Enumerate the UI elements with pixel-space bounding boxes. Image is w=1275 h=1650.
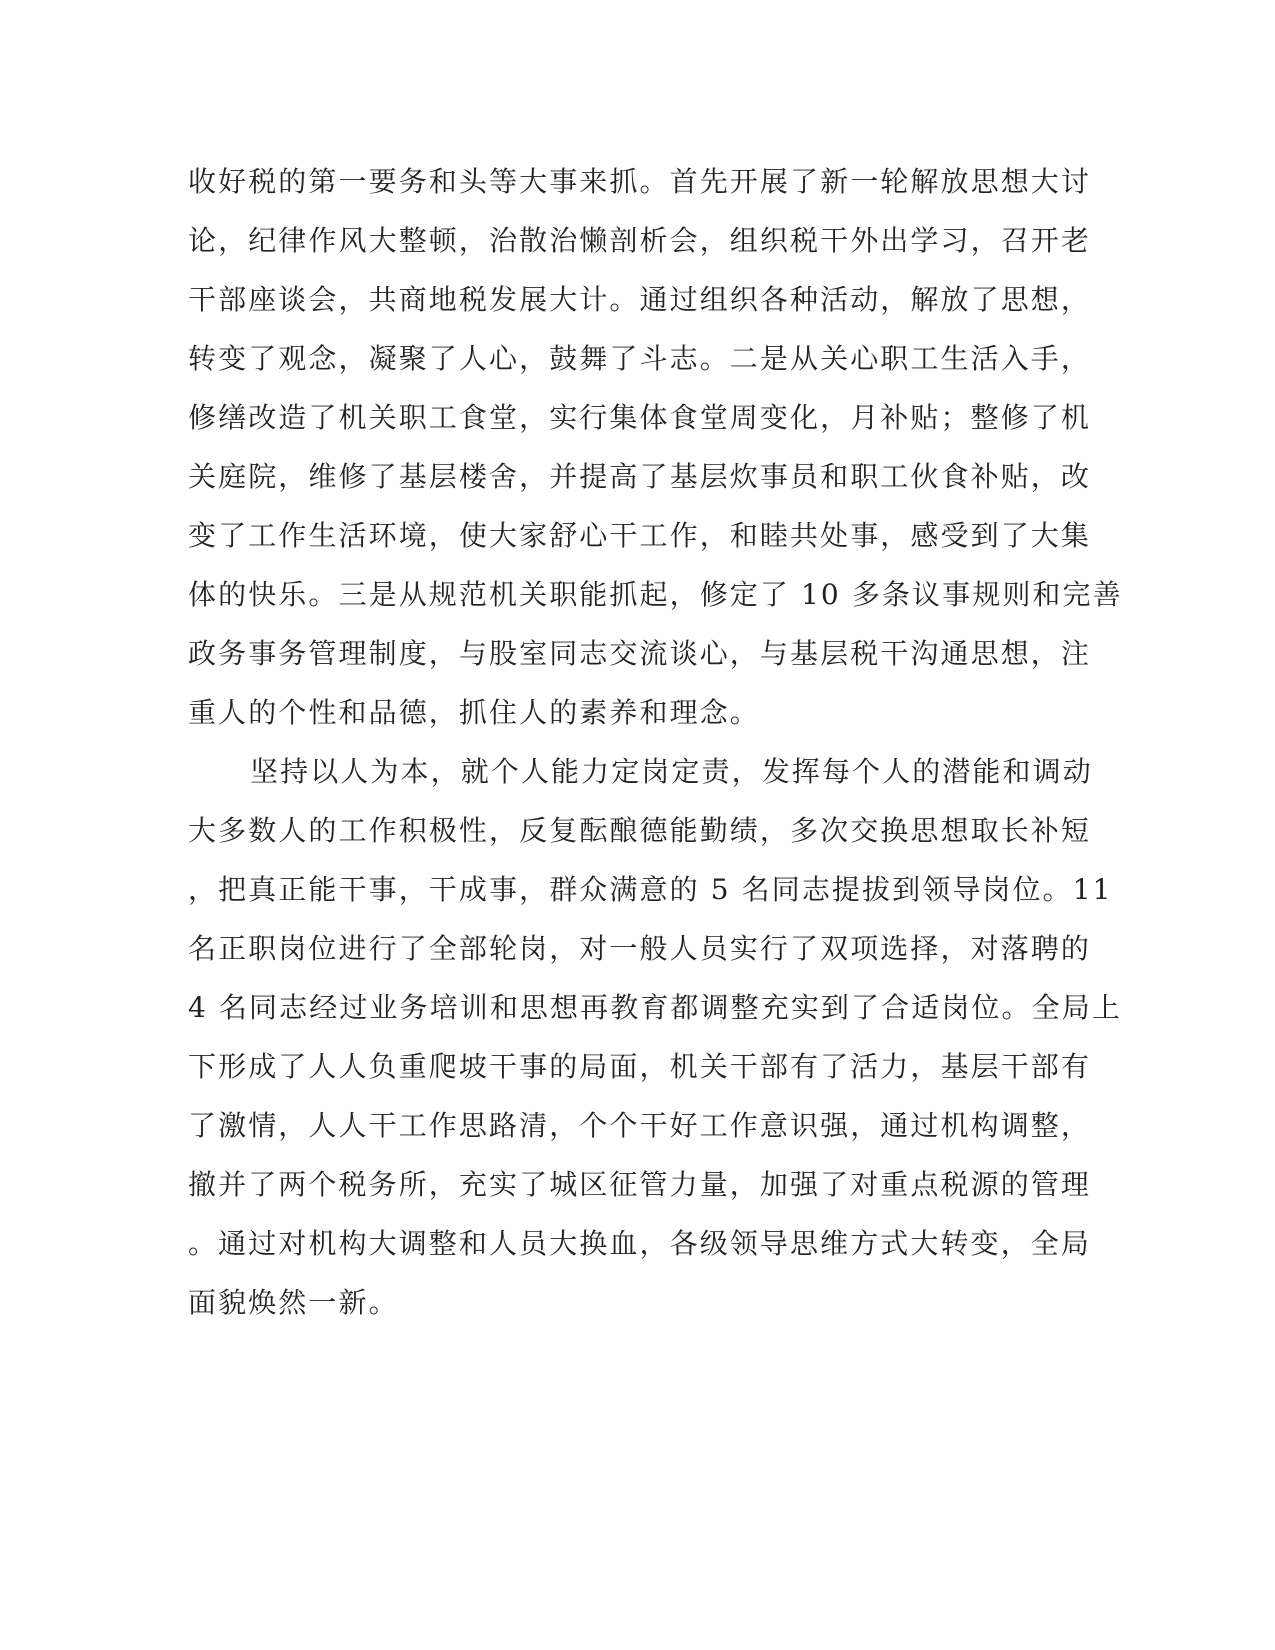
paragraph-1-line-10: 重人的个性和品德，抓住人的素养和理念。	[188, 696, 760, 729]
paragraph-1-line-5: 修缮改造了机关职工食堂，实行集体食堂周变化，月补贴；整修了机	[188, 401, 1092, 434]
paragraph-2-line-5: 4 名同志经过业务培训和思想再教育都调整充实到了合适岗位。全局上	[188, 991, 1122, 1024]
paragraph-1-line-9: 政务事务管理制度，与股室同志交流谈心，与基层税干沟通思想，注	[188, 637, 1092, 670]
paragraph-2-line-9: 。通过对机构大调整和人员大换血，各级领导思维方式大转变，全局	[188, 1227, 1092, 1260]
paragraph-1-line-4: 转变了观念，凝聚了人心，鼓舞了斗志。二是从关心职工生活入手，	[188, 342, 1092, 375]
paragraph-2-line-7: 了激情，人人干工作思路清，个个干好工作意识强，通过机构调整，	[188, 1109, 1092, 1142]
paragraph-2-line-3: ，把真正能干事，干成事，群众满意的 5 名同志提拔到领导岗位。11	[188, 873, 1113, 906]
paragraph-2-line-8: 撤并了两个税务所，充实了城区征管力量，加强了对重点税源的管理	[188, 1168, 1092, 1201]
paragraph-2-line-4: 名正职岗位进行了全部轮岗，对一般人员实行了双项选择，对落聘的	[188, 932, 1092, 965]
paragraph-2-line-1: 坚持以人为本，就个人能力定岗定责，发挥每个人的潜能和调动	[250, 755, 1093, 788]
paragraph-2-line-6: 下形成了人人负重爬坡干事的局面，机关干部有了活力，基层干部有	[188, 1050, 1092, 1083]
paragraph-2-line-2: 大多数人的工作积极性，反复酝酿德能勤绩，多次交换思想取长补短	[188, 814, 1092, 847]
paragraph-1-line-1: 收好税的第一要务和头等大事来抓。首先开展了新一轮解放思想大讨	[188, 165, 1092, 198]
paragraph-1-line-3: 干部座谈会，共商地税发展大计。通过组织各种活动，解放了思想，	[188, 283, 1092, 316]
paragraph-1-line-2: 论，纪律作风大整顿，治散治懒剖析会，组织税干外出学习，召开老	[188, 224, 1092, 257]
paragraph-1-line-6: 关庭院，维修了基层楼舍，并提高了基层炊事员和职工伙食补贴，改	[188, 460, 1092, 493]
paragraph-1-line-7: 变了工作生活环境，使大家舒心干工作，和睦共处事，感受到了大集	[188, 519, 1092, 552]
paragraph-2-line-10: 面貌焕然一新。	[188, 1286, 399, 1319]
paragraph-1-line-8: 体的快乐。三是从规范机关职能抓起，修定了 10 多条议事规则和完善	[188, 578, 1123, 611]
